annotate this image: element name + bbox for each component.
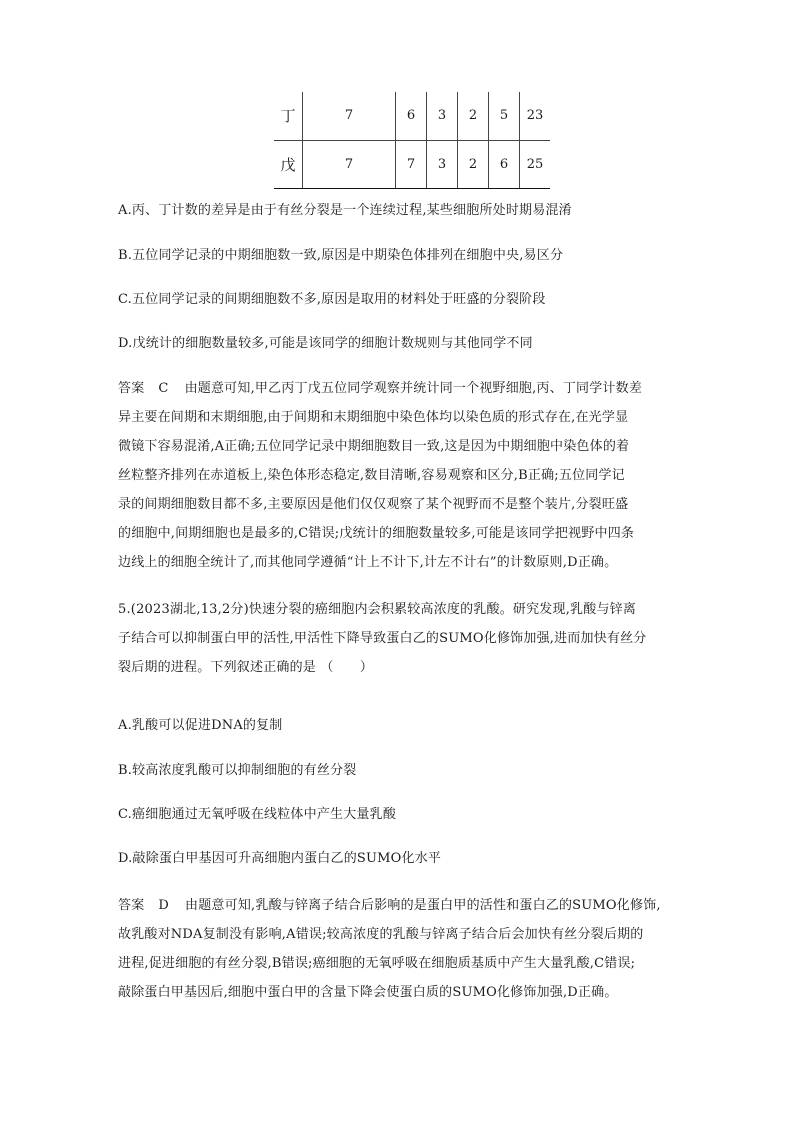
table-cell: 3 <box>427 140 458 188</box>
explanation-line: 由题意可知,甲乙丙丁戊五位同学观察并统计同一个视野细胞,丙、丁同学计数差 <box>184 381 643 396</box>
q5-stem-line: 裂后期的进程。下列叙述正确的是 （ ） <box>118 660 374 675</box>
table-row-label: 丁 <box>280 107 296 126</box>
explanation-line: 故乳酸对NDA复制没有影响,A错误;较高浓度的乳酸与锌离子结合后会加快有丝分裂后期的 <box>118 927 644 942</box>
answer-label: 答案 <box>118 381 145 396</box>
explanation-line: 敲除蛋白甲基因后,细胞中蛋白甲的含量下降会使蛋白质的SUMO化修饰加强,D正确。 <box>118 985 618 1000</box>
table-cell: 6 <box>489 140 520 188</box>
explanation-line: 异主要在间期和末期细胞,由于间期和末期细胞中染色体均以染色质的形式存在,在光学显 <box>118 410 629 425</box>
count-table <box>274 92 550 189</box>
q5-option-a: A.乳酸可以促进DNA的复制 <box>118 718 283 733</box>
table-cell: 25 <box>520 140 551 188</box>
q4-answer-line <box>118 374 678 403</box>
q4-option-a: A.丙、丁计数的差异是由于有丝分裂是一个连续过程,某些细胞所处时期易混淆 <box>118 203 572 218</box>
q5-stem-line: 子结合可以抑制蛋白甲的活性,甲活性下降导致蛋白乙的SUMO化修饰加强,进而加快有丝分 <box>118 631 647 646</box>
q5-option-d: D.敲除蛋白甲基因可升高细胞内蛋白乙的SUMO化水平 <box>118 851 442 866</box>
explanation-line: 进程,促进细胞的有丝分裂,B错误;癌细胞的无氧呼吸在细胞质基质中产生大量乳酸,C错误; <box>118 956 636 971</box>
answer-letter: C <box>158 381 169 396</box>
count-table-grid <box>274 92 550 189</box>
q5-answer-line <box>118 891 678 920</box>
q4-option-d: D.戊统计的细胞数量较多,可能是该同学的细胞计数规则与其他同学不同 <box>118 336 533 351</box>
explanation-line: 丝粒整齐排列在赤道板上,染色体形态稳定,数目清晰,容易观察和区分,B正确;五位同学记 <box>118 468 625 483</box>
table-row <box>274 92 550 140</box>
explanation-line: 边线上的细胞全统计了,而其他同学遵循“计上不计下,计左不计右”的计数原则,D正确。 <box>118 555 618 570</box>
answer-label: 答案 <box>118 898 145 913</box>
table-cell: 5 <box>489 92 520 140</box>
table-cell: 3 <box>427 92 458 140</box>
table-cell: 2 <box>458 140 489 188</box>
q4-option-b: B.五位同学记录的中期细胞数一致,原因是中期染色体排列在细胞中央,易区分 <box>118 248 564 263</box>
table-cell: 7 <box>396 140 427 188</box>
q5-option-c: C.癌细胞通过无氧呼吸在线粒体中产生大量乳酸 <box>118 807 397 822</box>
explanation-line: 的细胞中,间期细胞也是最多的,C错误;戊统计的细胞数量较多,可能是该同学把视野中四条 <box>118 526 635 541</box>
explanation-line: 由题意可知,乳酸与锌离子结合后影响的是蛋白甲的活性和蛋白乙的SUMO化修饰, <box>185 898 661 913</box>
q5-stem <box>118 595 678 682</box>
q5-stem-line: 5.(2023湖北,13,2分)快速分裂的癌细胞内会积累较高浓度的乳酸。研究发现,乳酸与锌离 <box>118 602 637 617</box>
explanation-line: 录的间期细胞数目都不多,主要原因是他们仅仅观察了某个视野而不是整个装片,分裂旺盛 <box>118 497 629 512</box>
table-cell: 6 <box>396 92 427 140</box>
q5-option-b: B.较高浓度乳酸可以抑制细胞的有丝分裂 <box>118 763 357 778</box>
table-row <box>274 140 550 188</box>
q4-option-c: C.五位同学记录的间期细胞数不多,原因是取用的材料处于旺盛的分裂阶段 <box>118 292 546 307</box>
answer-letter: D <box>158 898 170 913</box>
table-cell: 23 <box>520 92 551 140</box>
table-cell: 2 <box>458 92 489 140</box>
table-cell: 7 <box>303 92 396 140</box>
q4-answer-block <box>118 374 678 577</box>
explanation-line: 微镜下容易混淆,A正确;五位同学记录中期细胞数目一致,这是因为中期细胞中染色体的着 <box>118 439 630 454</box>
q5-answer-block <box>118 891 678 1007</box>
table-row-label: 戊 <box>274 140 303 188</box>
table-cell: 7 <box>303 140 396 188</box>
